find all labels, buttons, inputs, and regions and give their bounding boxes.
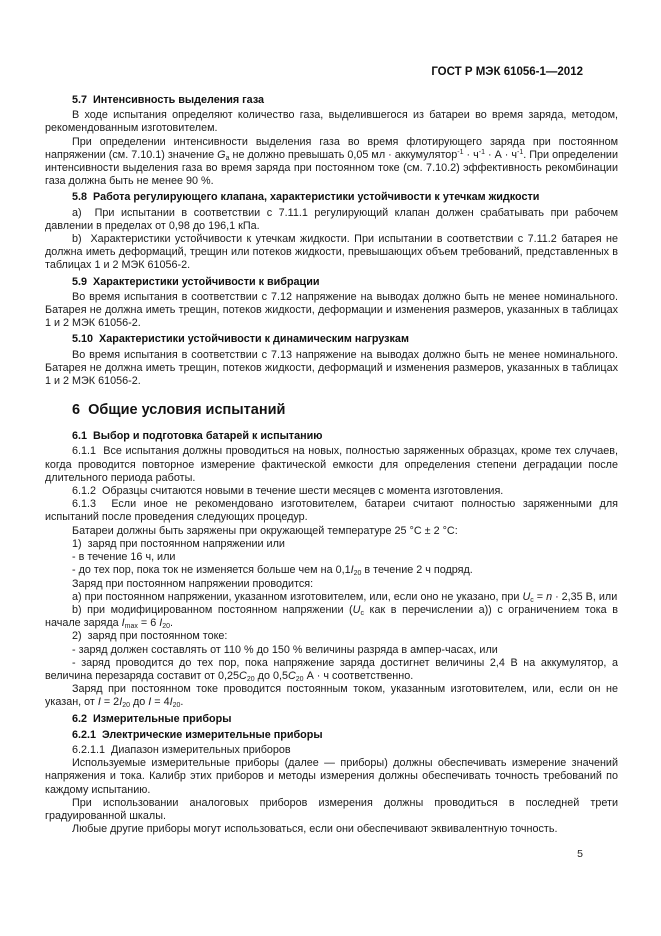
list-item-5-8-b: b) Характеристики устойчивости к утечкам жидкости. При испытании в соответствии с 7.11.2 батарея не должна иметь деформаций, трещин или потеков жидкости, превышающих объем требований, представленных в таблицах 1 и 2 МЭК 61056-2. [45, 233, 618, 272]
paragraph-cc-charge: Заряд при постоянном токе проводится постоянным током, указанным изготовителем, или, если он не указан, от $I = 2I_{20}$ до $I = 4I_{20}$. [45, 683, 618, 710]
paragraph-6-1-3: 6.1.3 Если иное не рекомендовано изготовителем, батареи считают полностью заряженными для испытаний после проведения следующих процедур. [45, 498, 618, 524]
paragraph-5-7-2: При определении интенсивности выделения газа во время флотирующего заряда при постоянном напряжении (см. 7.10.1) значение $G_а$ не должно превышать 0,05 мл · аккумулятор$^{-1}$ · $ч^{-1} \cdot А \cdot ч^{-1}$. При определении интенсивности выделения газа во время заряда при постоянном токе (см. 7.10.2) эффективность рекомбинации газа должна быть не менее 90 %. [45, 135, 618, 188]
paragraph-5-10-1: Во время испытания в соответствии с 7.13 напряжение на выводах должно быть не менее номинального. Батарея не должна иметь трещин, потеков жидкости, деформаций и изменения размеров, указанных в таблицах 1 и 2 МЭК 61056-2. [45, 348, 618, 388]
list-item-1-constant-voltage: 1) заряд при постоянном напряжении или [72, 537, 285, 550]
list-item-5-8-a: a) При испытании в соответствии с 7.11.1 регулирующий клапан должен срабатывать при рабочем давлении в пределах от 0,98 до 196,1 кПа. [45, 206, 618, 232]
page-number: 5 [577, 848, 583, 860]
paragraph-6-1-1: 6.1.1 Все испытания должны проводиться на новых, полностью заряженных образцах, кроме тех случаев, когда проводится повторное измерение фактической емкости для определения степени деградации после длительного периода работы. [45, 445, 618, 484]
section-heading-5-9: 5.9 Характеристики устойчивости к вибрации [72, 275, 320, 288]
section-heading-5-10: 5.10 Характеристики устойчивости к динамическим нагрузкам [72, 333, 409, 346]
section-heading-6-2-1: 6.2.1 Электрические измерительные приборы [72, 728, 323, 741]
paragraph-6-1-2: 6.1.2 Образцы считаются новыми в течение шести месяцев с момента изготовления. [72, 485, 504, 498]
list-item-current-change: - до тех пор, пока ток не изменяется больше чем на $0,1I_{20}$ в течение 2 ч подряд. [72, 564, 473, 578]
section-heading-5-8: 5.8 Работа регулирующего клапана, характеристики устойчивости к утечкам жидкости [72, 191, 540, 204]
list-item-6-1-3-a: а) при постоянном напряжении, указанном изготовителем, или, если оно не указано, при $U_с = n \cdot 2,35$ В, или [72, 590, 618, 604]
page-body [45, 94, 618, 836]
paragraph-5-7-1: В ходе испытания определяют количество газа, выделившегося из батареи во время заряда, методом, рекомендованным изготовителем. [45, 109, 618, 135]
section-heading-6-2-1-1: 6.2.1.1 Диапазон измерительных приборов [72, 743, 291, 756]
paragraph-6-2-1: Используемые измерительные приборы (далее — приборы) должны обеспечивать измерение значений напряжения и тока. Калибр этих приборов и методы измерения должны обеспечивать точность требований по каждому испытанию. [45, 757, 618, 796]
list-item-charge-110-150: - заряд должен составлять от 110 % до 150 % величины разряда в ампер-часах, или [72, 643, 498, 656]
paragraph-cv-charge: Заряд при постоянном напряжении проводится: [72, 577, 314, 590]
section-heading-6-2: 6.2 Измерительные приборы [72, 712, 232, 725]
paragraph-charge-temperature: Батареи должны быть заряжены при окружающей температуре 25 °С ± 2 °С: [72, 524, 458, 537]
running-header: ГОСТ Р МЭК 61056-1—2012 [431, 66, 583, 78]
paragraph-6-2-3: Любые другие приборы могут использоваться, если они обеспечивают эквивалентную точность. [72, 823, 558, 836]
list-item-6-1-3-b: b) при модифицированном постоянном напряжении ($U_с$ как в перечислении а)) с ограничением тока в начале заряда $I_{max} = 6$ $I_{20}$. [45, 603, 618, 631]
section-heading-6: 6 Общие условия испытаний [72, 402, 286, 419]
section-heading-5-7: 5.7 Интенсивность выделения газа [72, 94, 265, 106]
list-item-16h: - в течение 16 ч, или [72, 551, 176, 564]
section-heading-6-1: 6.1 Выбор и подготовка батарей к испытанию [72, 430, 323, 443]
list-item-2-constant-current: 2) заряд при постоянном токе: [72, 630, 228, 643]
paragraph-6-2-2: При использовании аналоговых приборов измерения должны проводиться в последней трети градуированной шкалы. [45, 796, 618, 822]
list-item-charge-2-4v: - заряд проводится до тех пор, пока напряжение заряда достигнет величины 2,4 В на аккумулятор, а величина перезаряда составит от $0,25C_{20}$ до $0,5C_{20}$ А · ч соответственно. [45, 656, 618, 683]
paragraph-5-9-1: Во время испытания в соответствии с 7.12 напряжение на выводах должно быть не менее номинального. Батарея не должна иметь трещин, потеков жидкости, деформации и изменения размеров, указанных в таблицах 1 и 2 МЭК 61056-2. [45, 290, 618, 330]
